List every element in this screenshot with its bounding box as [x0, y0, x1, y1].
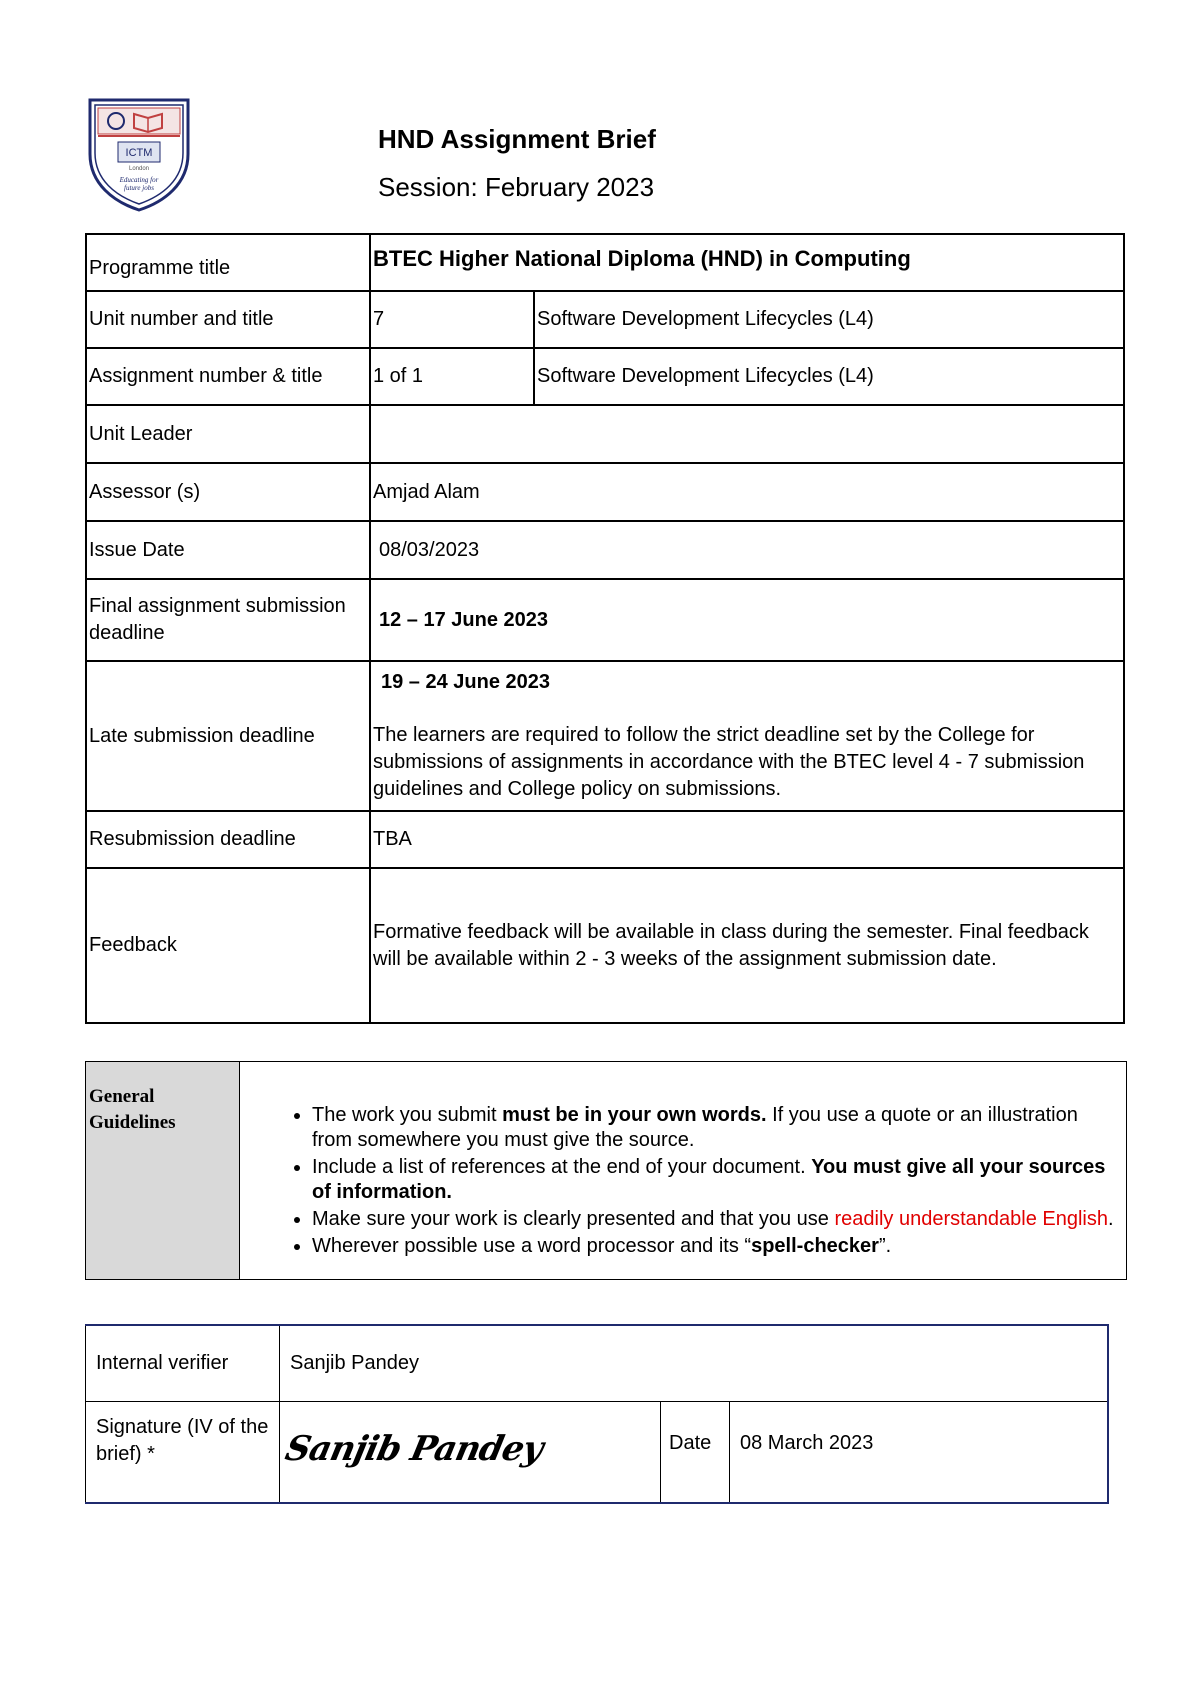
table-row [86, 1062, 1127, 1280]
guideline-emphasis: You must give all your sources of information. [312, 1155, 1106, 1203]
svg-text:Educating for: Educating for [119, 176, 159, 184]
svg-text:ICTM: ICTM [125, 147, 153, 159]
guidelines-label: General Guidelines [86, 1062, 240, 1280]
assessor-label: Assessor (s) [86, 463, 370, 521]
table-row [86, 463, 1124, 521]
date-label: Date [661, 1401, 730, 1503]
unit-leader-label: Unit Leader [86, 405, 370, 463]
late-deadline-note: The learners are required to follow the strict deadline set by the College for submissions of assignments in accordance with the BTEC level 4 - 7 submission guidelines and College policy on submissions. [373, 724, 1085, 800]
college-logo [86, 96, 192, 212]
late-deadline-value: 19 – 24 June 2023 [381, 671, 551, 693]
guideline-text: If you use a quote or an illustration from somewhere you must give the source. [312, 1103, 1078, 1151]
handwritten-signature: Sanjib Pandey [281, 1428, 547, 1469]
svg-text:London: London [128, 166, 150, 172]
guideline-text: Make sure your work is clearly presented and that you use [312, 1207, 835, 1230]
table-row [86, 811, 1124, 868]
list-item [312, 1155, 1120, 1205]
assignment-number: 1 of 1 [370, 348, 534, 405]
issue-date-label: Issue Date [86, 521, 370, 579]
assignment-brief-table [85, 233, 1125, 1024]
table-row [86, 521, 1124, 579]
final-deadline-value: 12 – 17 June 2023 [370, 579, 1124, 661]
table-row [86, 234, 1124, 291]
list-item [312, 1103, 1120, 1153]
table-row [86, 291, 1124, 348]
table-row [86, 348, 1124, 405]
guidelines-list [264, 1103, 1120, 1259]
table-row [86, 579, 1124, 661]
signature-label: Signature (IV of the brief) * [86, 1401, 280, 1503]
unit-leader-value [370, 405, 1124, 463]
resubmission-value: TBA [370, 811, 1124, 868]
feedback-label: Feedback [86, 868, 370, 1023]
unit-title: Software Development Lifecycles (L4) [534, 291, 1124, 348]
late-deadline-label: Late submission deadline [86, 661, 370, 811]
internal-verification-table [85, 1324, 1109, 1504]
guideline-text: Wherever possible use a word processor and its “ [312, 1234, 752, 1257]
guidelines-body [240, 1062, 1127, 1280]
programme-title-label: Programme title [86, 234, 370, 291]
assignment-title: Software Development Lifecycles (L4) [534, 348, 1124, 405]
list-item [312, 1207, 1120, 1232]
issue-date-value: 08/03/2023 [370, 521, 1124, 579]
guideline-text: The work you submit [312, 1103, 503, 1126]
svg-text:future jobs: future jobs [124, 184, 154, 192]
unit-label: Unit number and title [86, 291, 370, 348]
table-row [86, 868, 1124, 1023]
table-row [86, 1401, 1109, 1503]
table-row [86, 661, 1124, 811]
internal-verifier-label: Internal verifier [86, 1325, 280, 1401]
guideline-text: ”. [878, 1234, 892, 1257]
ictm-college-crest-icon [86, 96, 192, 212]
feedback-value: Formative feedback will be available in class during the semester. Final feedback will be available within 2 - 3 weeks of the assignment submission date. [370, 868, 1124, 1023]
programme-title-value: BTEC Higher National Diploma (HND) in Computing [370, 234, 1124, 291]
internal-verifier-value: Sanjib Pandey [280, 1325, 1109, 1401]
table-row [86, 1325, 1109, 1401]
general-guidelines-table [85, 1061, 1127, 1280]
late-deadline-cell [370, 661, 1124, 811]
unit-number: 7 [370, 291, 534, 348]
guideline-highlight: readily understandable English [834, 1207, 1108, 1230]
table-row [86, 405, 1124, 463]
document-title: HND Assignment Brief [378, 124, 656, 154]
signature-cell [280, 1401, 661, 1503]
list-item [312, 1234, 1120, 1259]
guideline-text: Include a list of references at the end of your document. [312, 1155, 812, 1178]
resubmission-label: Resubmission deadline [86, 811, 370, 868]
guideline-emphasis: must be in your own words. [502, 1103, 767, 1126]
assignment-label: Assignment number & title [86, 348, 370, 405]
final-deadline-label: Final assignment submission deadline [86, 579, 370, 661]
assessor-value: Amjad Alam [370, 463, 1124, 521]
session-label: Session: February 2023 [378, 172, 655, 202]
date-value: 08 March 2023 [730, 1401, 1109, 1503]
guideline-emphasis: spell-checker [751, 1234, 879, 1257]
guideline-text: . [1108, 1207, 1114, 1230]
